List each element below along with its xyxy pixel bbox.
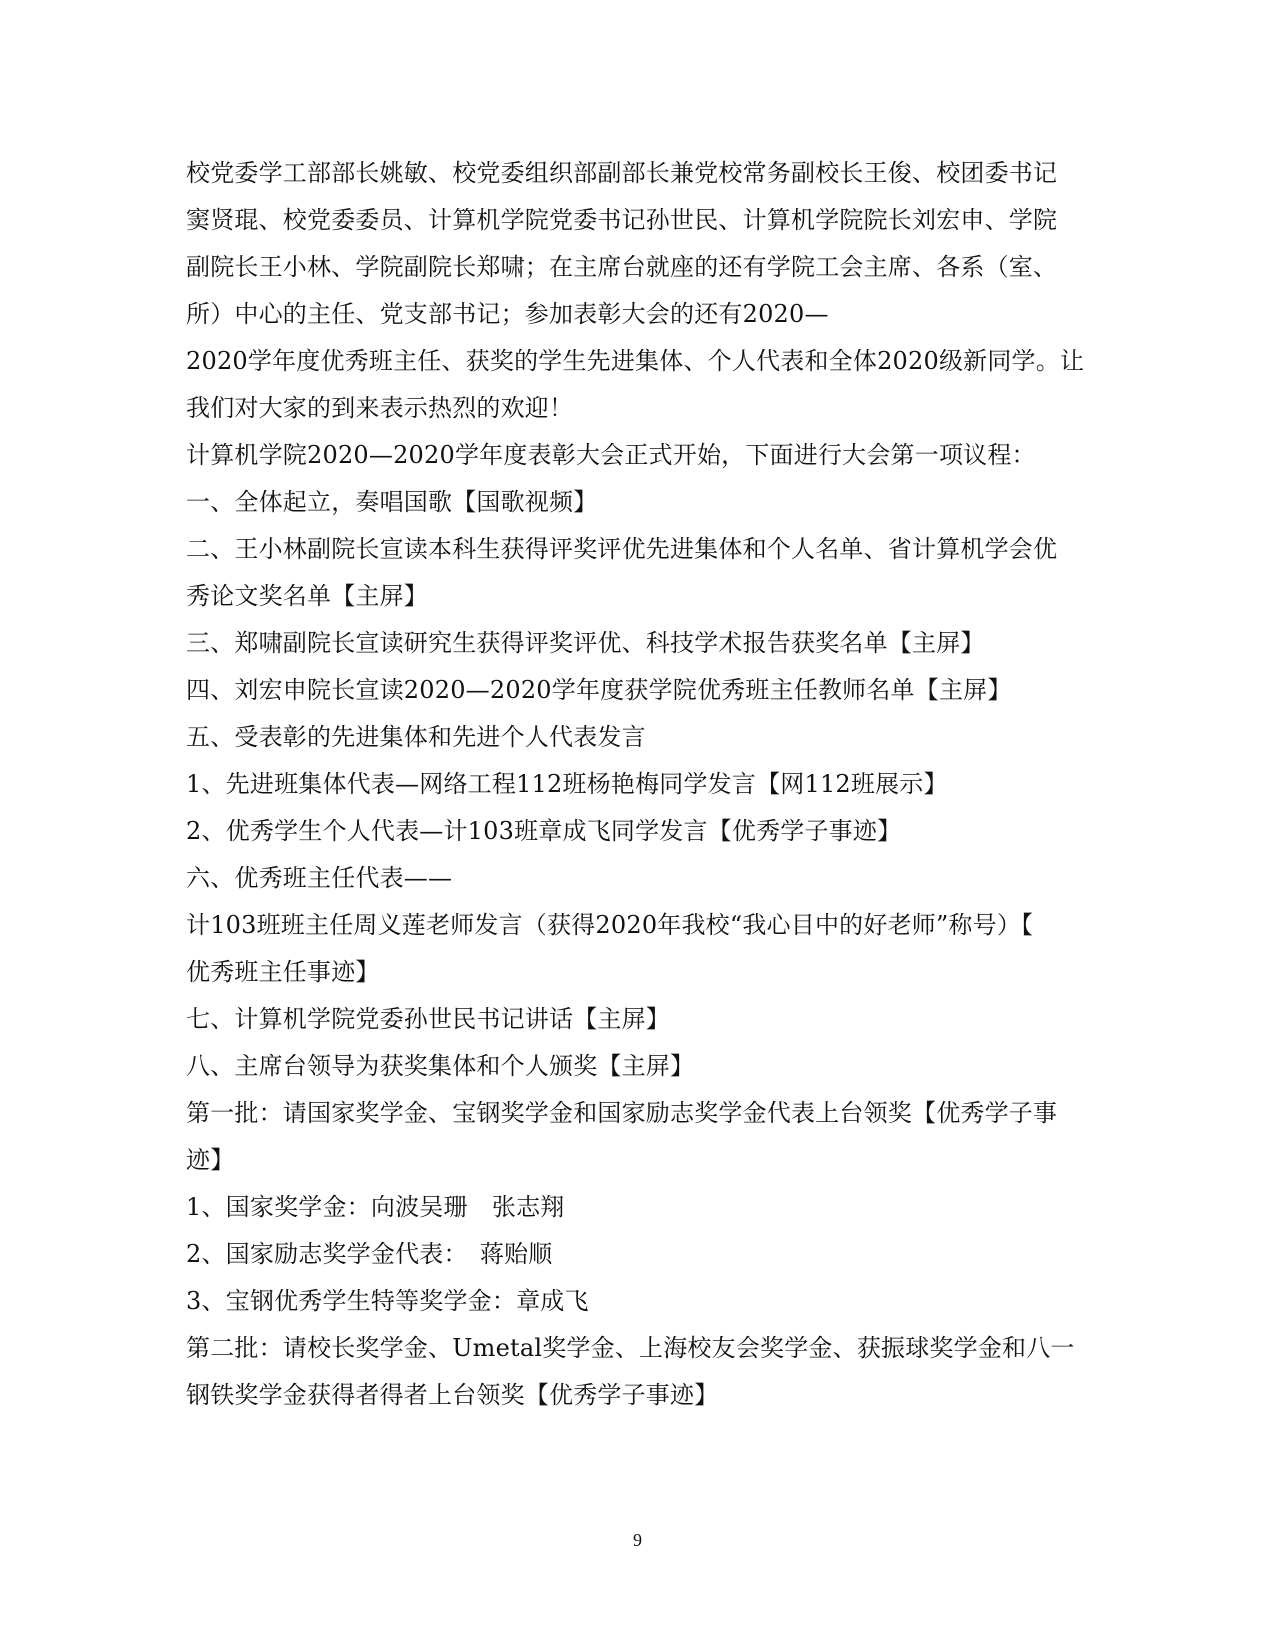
agenda-item: 四、刘宏申院长宣读2020—2020学年度获学院优秀班主任教师名单【主屏】 (186, 676, 1012, 704)
agenda-item: 五、受表彰的先进集体和先进个人代表发言 (186, 723, 646, 751)
agenda-item: 三、郑啸副院长宣读研究生获得评奖评优、科技学术报告获奖名单【主屏】 (186, 629, 985, 657)
text-line: 副院长王小林、学院副院长郑啸；在主席台就座的还有学院工会主席、各系（室、 (186, 253, 1058, 281)
award-item: 2、国家励志奖学金代表： 蒋贻顺 (186, 1240, 553, 1268)
agenda-item: 秀论文奖名单【主屏】 (186, 582, 428, 610)
award-item: 1、国家奖学金：向波吴珊 张志翔 (186, 1193, 565, 1221)
text-line: 我们对大家的到来表示热烈的欢迎！ (186, 394, 574, 422)
body-text (186, 150, 1091, 1419)
award-batch: 第二批：请校长奖学金、Umetal奖学金、上海校友会奖学金、获振球奖学金和八一 (186, 1334, 1075, 1362)
award-batch: 迹】 (186, 1146, 235, 1174)
agenda-item: 六、优秀班主任代表—— (186, 864, 453, 892)
agenda-item: 一、全体起立，奏唱国歌【国歌视频】 (186, 488, 598, 516)
text-line: 2020学年度优秀班主任、获奖的学生先进集体、个人代表和全体2020级新同学。让 (186, 347, 1085, 375)
text-line: 所）中心的主任、党支部书记；参加表彰大会的还有2020— (186, 300, 829, 328)
page-number: 9 (633, 1530, 642, 1550)
text-line: 计算机学院2020—2020学年度表彰大会正式开始，下面进行大会第一项议程： (186, 441, 1036, 469)
agenda-item: 八、主席台领导为获奖集体和个人颁奖【主屏】 (186, 1052, 695, 1080)
award-batch: 钢铁奖学金获得者得者上台领奖【优秀学子事迹】 (186, 1381, 719, 1409)
agenda-subitem: 1、先进班集体代表—网络工程112班杨艳梅同学发言【网112班展示】 (186, 770, 948, 798)
agenda-item: 二、王小林副院长宣读本科生获得评奖评优先进集体和个人名单、省计算机学会优 (186, 535, 1058, 563)
agenda-item: 优秀班主任事迹】 (186, 958, 380, 986)
text-line: 校党委学工部部长姚敏、校党委组织部副部长兼党校常务副校长王俊、校团委书记 (186, 159, 1058, 187)
agenda-item: 七、计算机学院党委孙世民书记讲话【主屏】 (186, 1005, 670, 1033)
text-line: 窦贤琨、校党委委员、计算机学院党委书记孙世民、计算机学院院长刘宏申、学院 (186, 206, 1058, 234)
award-batch: 第一批：请国家奖学金、宝钢奖学金和国家励志奖学金代表上台领奖【优秀学子事 (186, 1099, 1058, 1127)
agenda-subitem: 2、优秀学生个人代表—计103班章成飞同学发言【优秀学子事迹】 (186, 817, 902, 845)
agenda-item: 计103班班主任周义莲老师发言（获得2020年我校“我心目中的好老师”称号）【 (186, 911, 1034, 939)
award-item: 3、宝钢优秀学生特等奖学金：章成飞 (186, 1287, 589, 1315)
